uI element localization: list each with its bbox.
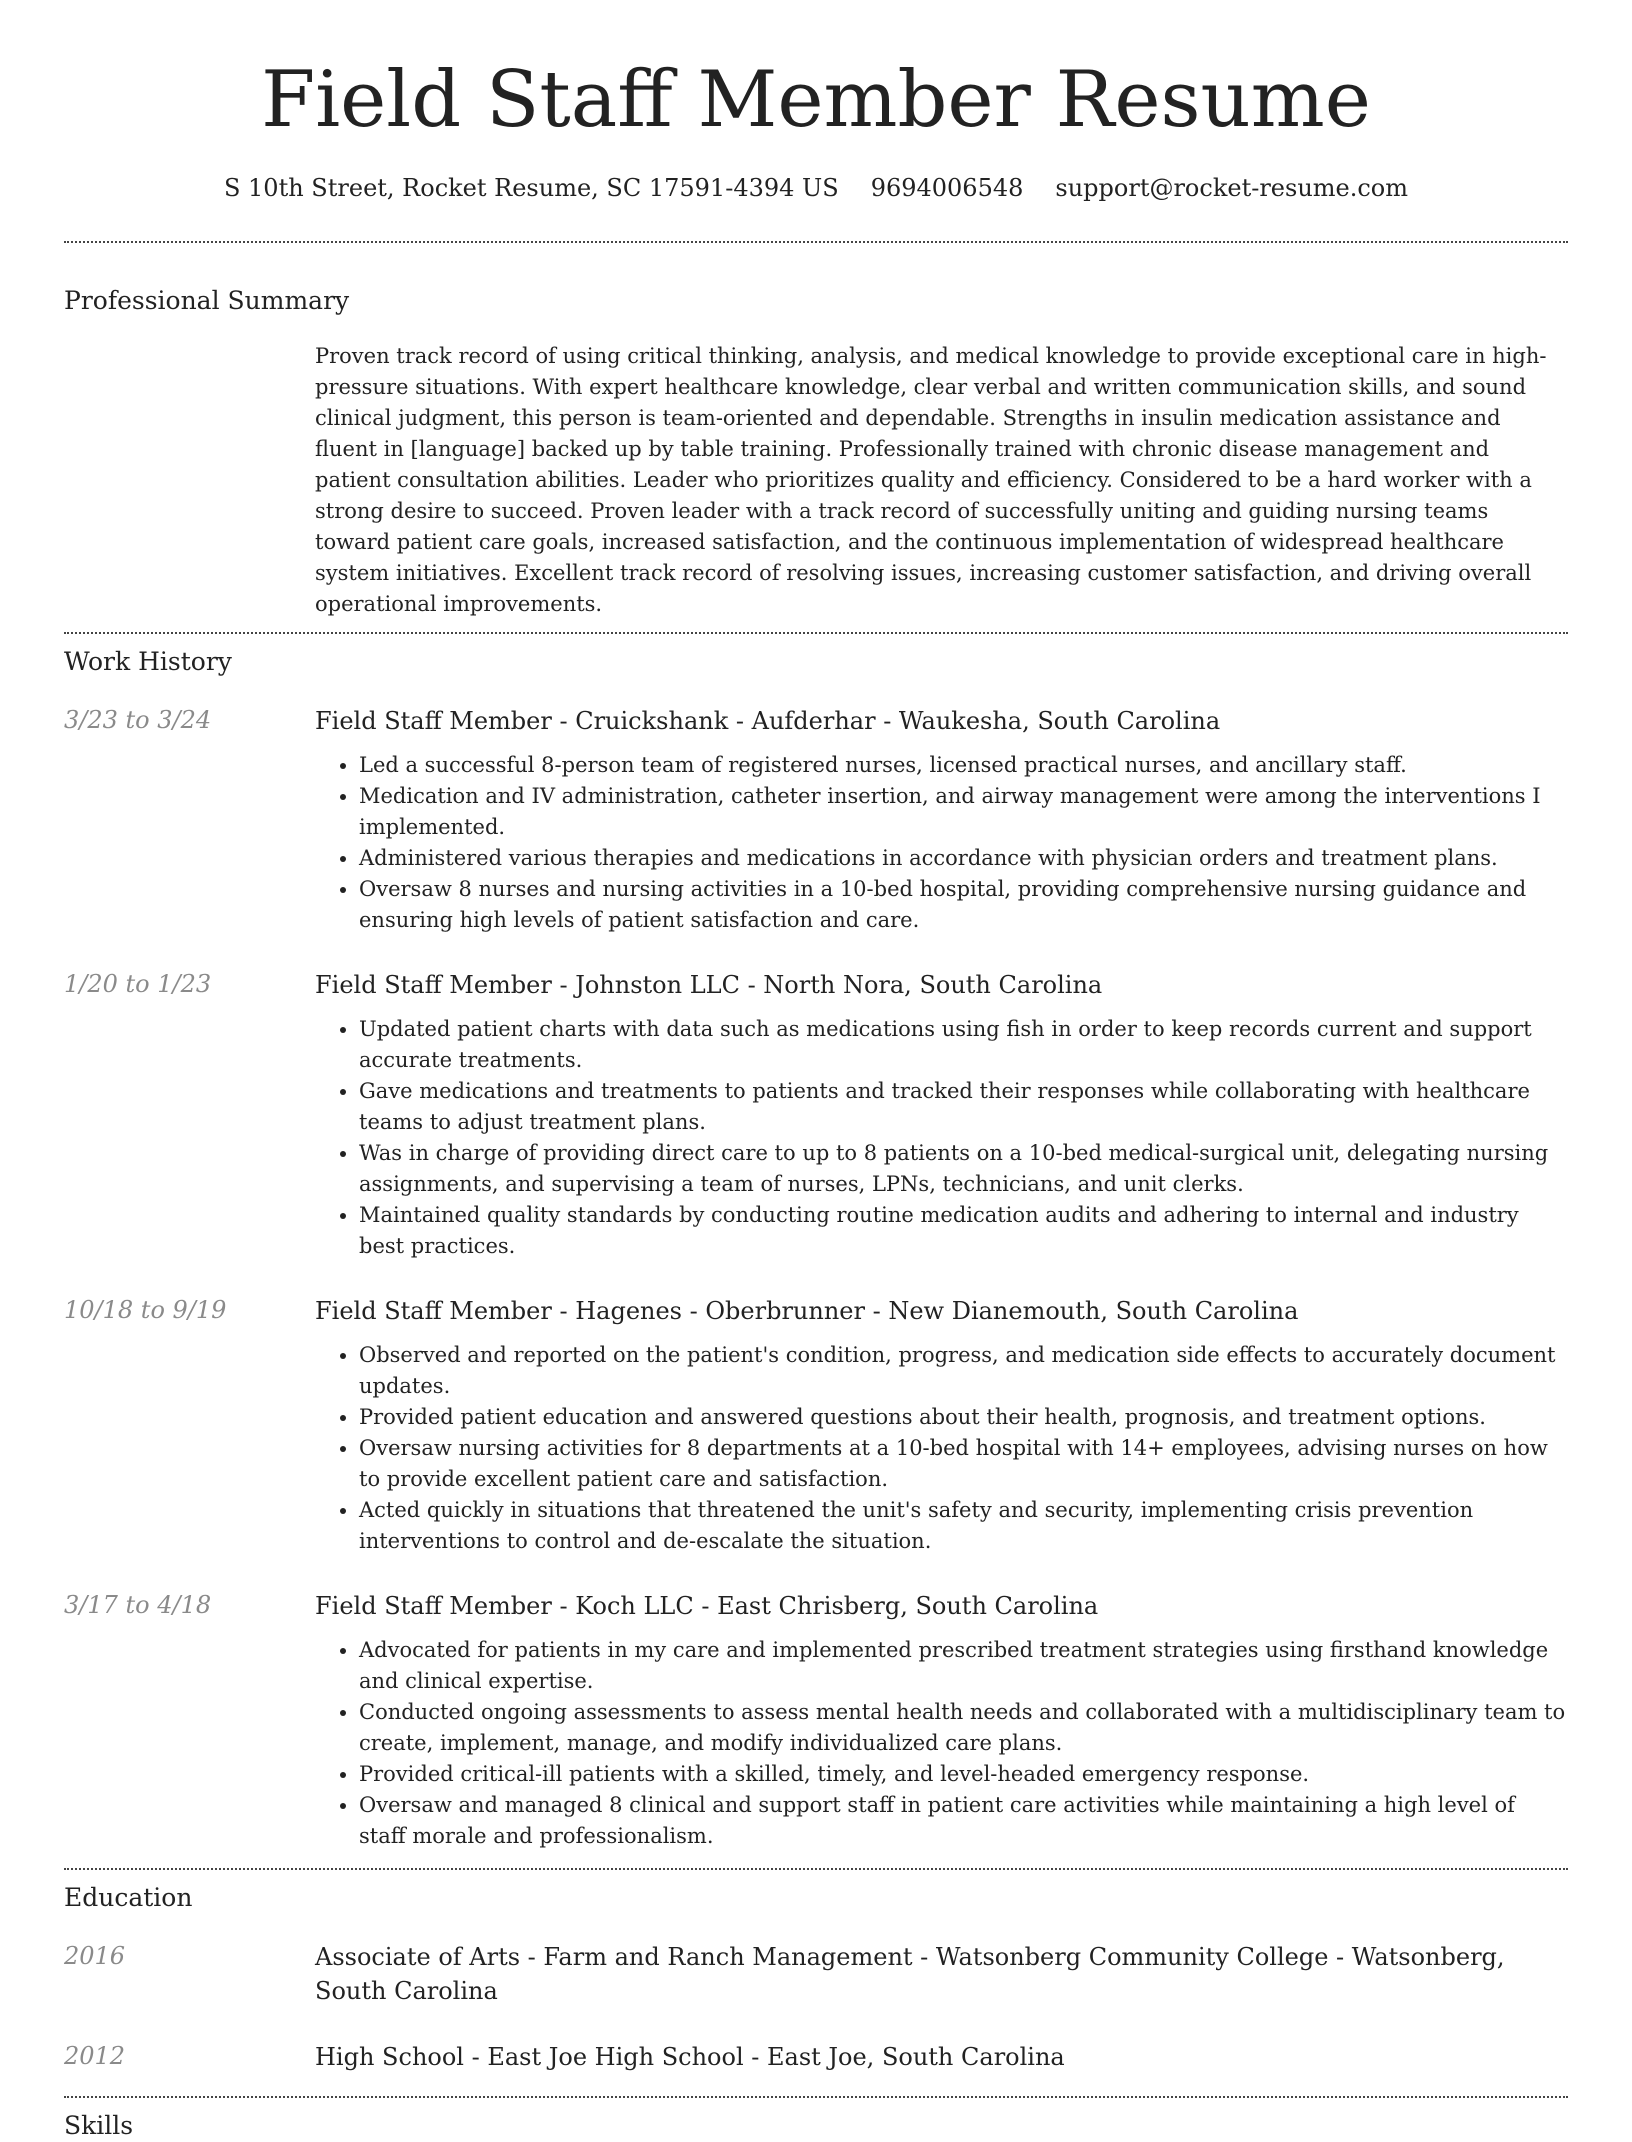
- education-divider: [64, 2096, 1568, 2098]
- job-bullet: • Conducted ongoing assessments to assess mental health needs and collaborated with a multidisciplinary team to create, implement, manage, and modify individualized care plans.: [359, 1697, 1568, 1759]
- header-divider: [64, 241, 1568, 243]
- job-bullet: • Gave medications and treatments to patients and tracked their responses while collaborating with healthcare teams to adjust treatment plans.: [359, 1076, 1568, 1138]
- job-dates: 10/18 to 9/19: [64, 1296, 227, 1324]
- summary-divider: [64, 632, 1568, 634]
- job-entry: [64, 704, 1568, 936]
- job-bullet: • Maintained quality standards by conducting routine medication audits and adhering to internal and industry best practices.: [359, 1200, 1568, 1262]
- job-content: [315, 968, 1568, 1262]
- summary-text: Proven track record of using critical thinking, analysis, and medical knowledge to provide exceptional care in high-pressure situations. With expert healthcare knowledge, clear verbal and written communication skills, and sound clinical judgment, this person is team-oriented and dependable. Strengths in insulin medication assistance and fluent in [language] backed up by table training. Professionally trained with chronic disease management and patient consultation abilities. Leader who prioritizes quality and efficiency. Considered to be a hard worker with a strong desire to succeed. Proven leader with a track record of successfully uniting and guiding nursing teams toward patient care goals, increased satisfaction, and the continuous implementation of widespread healthcare system initiatives. Excellent track record of resolving issues, increasing customer satisfaction, and driving overall operational improvements.: [315, 344, 1547, 616]
- skills-section-title: Skills: [64, 2111, 134, 2140]
- job-bullet: • Oversaw and managed 8 clinical and support staff in patient care activities while maintaining a high level of staff morale and professionalism.: [359, 1790, 1568, 1852]
- job-content: [315, 1294, 1568, 1557]
- education-entry: [64, 2040, 1568, 2074]
- job-dates: 3/17 to 4/18: [64, 1591, 212, 1619]
- contact-address: S 10th Street, Rocket Resume, SC 17591-4394 US: [223, 174, 839, 202]
- job-bullet: • Provided critical-ill patients with a skilled, timely, and level-headed emergency response.: [359, 1759, 1568, 1790]
- job-bullet: • Provided patient education and answered questions about their health, prognosis, and treatment options.: [359, 1402, 1568, 1433]
- job-entry: [64, 1294, 1568, 1557]
- education-heading: Associate of Arts - Farm and Ranch Management - Watsonberg Community College - Watsonberg, South Carolina: [315, 1943, 1505, 2005]
- work-divider: [64, 1868, 1568, 1870]
- education-section-title: Education: [64, 1883, 193, 1912]
- job-bullet: • Acted quickly in situations that threatened the unit's safety and security, implementing crisis prevention interventions to control and de-escalate the situation.: [359, 1495, 1568, 1557]
- job-content: [315, 704, 1568, 936]
- resume-page: [64, 0, 1568, 2142]
- job-heading: Field Staff Member - Hagenes - Oberbrunner - New Dianemouth, South Carolina: [315, 1297, 1299, 1325]
- job-bullets: [315, 1635, 1568, 1852]
- job-bullet: • Advocated for patients in my care and implemented prescribed treatment strategies using firsthand knowledge and clinical expertise.: [359, 1635, 1568, 1697]
- education-year: 2016: [64, 1942, 126, 1970]
- job-bullet: • Was in charge of providing direct care to up to 8 patients on a 10-bed medical-surgical unit, delegating nursing assignments, and supervising a team of nurses, LPNs, technicians, and unit clerks.: [359, 1138, 1568, 1200]
- resume-title: Field Staff Member Resume: [261, 55, 1371, 145]
- education-content: [315, 1940, 1568, 2008]
- job-bullets: [315, 750, 1568, 936]
- job-bullets: [315, 1340, 1568, 1557]
- contact-line: [64, 172, 1568, 204]
- job-heading: Field Staff Member - Cruickshank - Aufderhar - Waukesha, South Carolina: [315, 707, 1221, 735]
- job-bullet: • Oversaw nursing activities for 8 departments at a 10-bed hospital with 14+ employees, advising nurses on how to provide excellent patient care and satisfaction.: [359, 1433, 1568, 1495]
- education-entry: [64, 1940, 1568, 2008]
- job-dates: 1/20 to 1/23: [64, 970, 212, 998]
- job-content: [315, 1589, 1568, 1852]
- job-bullet: • Updated patient charts with data such as medications using fish in order to keep records current and support accurate treatments.: [359, 1014, 1568, 1076]
- education-year: 2012: [64, 2042, 126, 2070]
- education-content: [315, 2040, 1568, 2074]
- contact-phone: 9694006548: [870, 174, 1024, 202]
- job-dates: 3/23 to 3/24: [64, 706, 212, 734]
- job-entry: [64, 1589, 1568, 1852]
- job-heading: Field Staff Member - Johnston LLC - North Nora, South Carolina: [315, 971, 1103, 999]
- job-bullet: • Led a successful 8-person team of registered nurses, licensed practical nurses, and ancillary staff.: [359, 750, 1568, 781]
- job-heading: Field Staff Member - Koch LLC - East Chrisberg, South Carolina: [315, 1592, 1099, 1620]
- job-bullets: [315, 1014, 1568, 1262]
- education-heading: High School - East Joe High School - East Joe, South Carolina: [315, 2043, 1065, 2071]
- work-history-section-title: Work History: [64, 647, 232, 676]
- contact-email: support@rocket-resume.com: [1055, 174, 1409, 202]
- job-bullet: • Oversaw 8 nurses and nursing activities in a 10-bed hospital, providing comprehensive nursing guidance and ensuring high levels of patient satisfaction and care.: [359, 874, 1568, 936]
- job-entry: [64, 968, 1568, 1262]
- summary-section-title: Professional Summary: [64, 286, 350, 315]
- job-bullet: • Medication and IV administration, catheter insertion, and airway management were among the interventions I implemented.: [359, 781, 1568, 843]
- job-bullet: • Administered various therapies and medications in accordance with physician orders and treatment plans.: [359, 843, 1568, 874]
- job-bullet: • Observed and reported on the patient's condition, progress, and medication side effects to accurately document updates.: [359, 1340, 1568, 1402]
